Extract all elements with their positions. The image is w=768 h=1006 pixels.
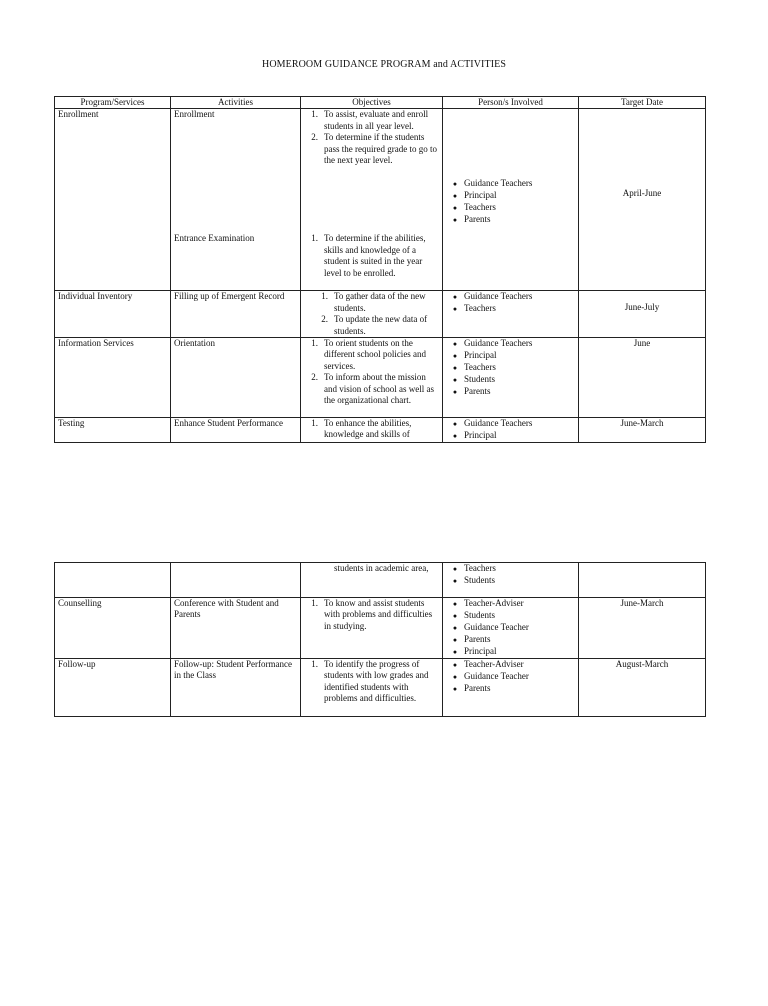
person-label: Parents — [464, 214, 491, 225]
person-item — [446, 386, 575, 398]
person-label: Parents — [464, 634, 491, 644]
persons-cell — [443, 418, 579, 443]
list-item: 1. To orient students on the different school policies and services. — [304, 338, 439, 372]
bullet-icon: ● — [452, 648, 458, 656]
activity-cell — [171, 563, 301, 598]
target-date-cell — [579, 598, 706, 659]
list-item: 1. To know and assist students with problems and difficulties in studying. — [304, 598, 439, 632]
target-date: June-March — [620, 598, 664, 608]
person-label: Teacher-Adviser — [464, 659, 524, 669]
target-date-cell — [579, 109, 706, 291]
list-item: 1. To enhance the abilities, knowledge and skills of — [304, 418, 439, 441]
objectives-list — [304, 659, 439, 705]
document-title: HOMEROOM GUIDANCE PROGRAM and ACTIVITIES — [262, 59, 506, 70]
bullet-icon: ● — [452, 612, 458, 620]
persons-list — [446, 659, 575, 695]
person-item — [446, 178, 575, 190]
list-number: 1. — [321, 291, 328, 302]
header-persons: Person/s Involved — [443, 97, 579, 109]
person-label: Parents — [464, 386, 491, 397]
person-item — [446, 683, 575, 695]
header-activities: Activities — [171, 97, 301, 109]
person-label: Guidance Teacher — [464, 671, 529, 681]
table-row — [55, 291, 706, 338]
person-label: Guidance Teachers — [464, 338, 533, 349]
list-item: 2. To update the new data of students. — [304, 314, 439, 337]
header-objectives: Objectives — [301, 97, 443, 109]
objectives-cell — [301, 418, 443, 443]
bullet-icon: ● — [452, 340, 458, 349]
target-date-cell — [579, 338, 706, 418]
list-number: 1. — [311, 233, 318, 244]
target-date: June — [633, 338, 651, 349]
bullet-icon: ● — [452, 180, 458, 189]
list-number: 2. — [311, 372, 318, 383]
header-program: Program/Services — [55, 97, 171, 109]
target-date-cell — [579, 659, 706, 717]
header-row — [55, 97, 706, 109]
person-label: Guidance Teacher — [464, 622, 529, 632]
table-row — [55, 338, 706, 418]
person-label: Teachers — [464, 362, 496, 373]
person-label: Principal — [464, 350, 497, 361]
target-date: June-March — [620, 418, 664, 429]
persons-cell — [443, 659, 579, 717]
list-number: 1. — [311, 598, 318, 608]
objectives-list — [304, 598, 439, 632]
table-row — [55, 109, 706, 291]
bullet-icon: ● — [452, 624, 458, 632]
bullet-icon: ● — [452, 600, 458, 608]
list-item: 1. To gather data of the new students. — [304, 291, 439, 314]
person-item — [446, 374, 575, 386]
person-label: Principal — [464, 430, 497, 441]
target-date-cell — [579, 418, 706, 443]
bullet-icon: ● — [452, 420, 458, 429]
person-item — [446, 291, 575, 303]
person-label: Guidance Teachers — [464, 291, 533, 302]
person-label: Principal — [464, 190, 497, 201]
table-row — [55, 418, 706, 443]
table-row — [55, 659, 706, 717]
bullet-icon: ● — [452, 352, 458, 361]
person-item — [446, 598, 575, 610]
program-cell: Testing — [55, 418, 171, 443]
header-target-date: Target Date — [579, 97, 706, 109]
person-item — [446, 610, 575, 622]
program-cell: Information Services — [55, 338, 171, 418]
person-label: Students — [464, 374, 496, 385]
list-item: 1. To identify the progress of students with low grades and identified students with problems and difficulties. — [304, 659, 439, 705]
person-item — [446, 622, 575, 634]
bullet-icon: ● — [452, 216, 458, 225]
persons-cell — [443, 291, 579, 338]
objective-continuation: students in academic area, — [334, 563, 429, 573]
objectives-list — [304, 109, 439, 166]
persons-cell — [443, 109, 579, 291]
persons-list — [446, 598, 575, 658]
program-cell — [55, 563, 171, 598]
list-number: 1. — [311, 418, 318, 429]
objectives-cell — [301, 659, 443, 717]
program-cell: Counselling — [55, 598, 171, 659]
persons-list — [446, 338, 575, 398]
person-label: Teachers — [464, 202, 496, 213]
bullet-icon: ● — [452, 376, 458, 385]
list-item: 2. To inform about the mission and vision of school as well as the organizational chart. — [304, 372, 439, 406]
bullet-icon: ● — [452, 673, 458, 681]
person-item — [446, 338, 575, 350]
activity-cell — [171, 109, 301, 291]
person-item — [446, 214, 575, 226]
persons-cell — [443, 563, 579, 598]
target-date-cell — [579, 563, 706, 598]
activity-cell: Follow-up: Student Performance in the Class — [171, 659, 301, 717]
person-label: Students — [464, 575, 496, 585]
person-item — [446, 563, 575, 575]
bullet-icon: ● — [452, 192, 458, 201]
target-date: June-July — [624, 302, 660, 313]
objectives-list — [304, 338, 439, 406]
program-cell: Individual Inventory — [55, 291, 171, 338]
list-item: 1. To assist, evaluate and enroll students in all year level. — [304, 109, 439, 132]
person-label: Teachers — [464, 563, 496, 573]
target-date: August-March — [615, 659, 669, 669]
activity-text: Entrance Examination — [174, 233, 255, 244]
bullet-icon: ● — [452, 364, 458, 373]
list-number: 1. — [311, 659, 318, 669]
list-number: 2. — [321, 314, 328, 325]
list-item: 2. To determine if the students pass the required grade to go to the next year level. — [304, 132, 439, 166]
bullet-icon: ● — [452, 636, 458, 644]
persons-list — [446, 291, 575, 315]
persons-list — [446, 178, 575, 226]
person-item — [446, 634, 575, 646]
person-item — [446, 418, 575, 430]
objectives-cell — [301, 598, 443, 659]
objectives-cell — [301, 563, 443, 598]
person-item — [446, 430, 575, 442]
bullet-icon: ● — [452, 293, 458, 302]
person-item — [446, 190, 575, 202]
person-item — [446, 671, 575, 683]
objectives-list — [304, 233, 439, 279]
person-item — [446, 303, 575, 315]
table-row — [55, 598, 706, 659]
bullet-icon: ● — [452, 388, 458, 397]
guidance-table-part-1 — [54, 96, 706, 443]
target-date: April-June — [622, 188, 662, 199]
activity-text: Enrollment — [174, 109, 215, 120]
persons-cell — [443, 338, 579, 418]
person-item — [446, 646, 575, 658]
objectives-cell — [301, 109, 443, 291]
table-row — [55, 563, 706, 598]
person-label: Guidance Teachers — [464, 418, 533, 429]
objectives-list — [304, 291, 439, 337]
persons-cell — [443, 598, 579, 659]
guidance-table-part-2 — [54, 562, 706, 717]
program-cell: Follow-up — [55, 659, 171, 717]
activity-cell: Orientation — [171, 338, 301, 418]
person-label: Guidance Teachers — [464, 178, 533, 189]
list-number: 1. — [311, 109, 318, 120]
person-label: Students — [464, 610, 496, 620]
person-item — [446, 575, 575, 587]
person-label: Principal — [464, 646, 497, 656]
activity-cell: Filling up of Emergent Record — [171, 291, 301, 338]
persons-list — [446, 418, 575, 442]
person-item — [446, 659, 575, 671]
objectives-list — [304, 418, 439, 441]
person-label: Teachers — [464, 303, 496, 314]
program-cell: Enrollment — [55, 109, 171, 291]
bullet-icon: ● — [452, 685, 458, 693]
persons-list — [446, 563, 575, 587]
bullet-icon: ● — [452, 577, 458, 585]
bullet-icon: ● — [452, 565, 458, 573]
objectives-cell — [301, 291, 443, 338]
person-item — [446, 362, 575, 374]
bullet-icon: ● — [452, 661, 458, 669]
person-label: Parents — [464, 683, 491, 693]
activity-cell: Enhance Student Performance — [171, 418, 301, 443]
person-item — [446, 202, 575, 214]
target-date-cell — [579, 291, 706, 338]
list-number: 1. — [311, 338, 318, 349]
list-item: 1. To determine if the abilities, skills and knowledge of a student is suited in the year level to be enrolled. — [304, 233, 439, 279]
bullet-icon: ● — [452, 305, 458, 314]
activity-cell: Conference with Student and Parents — [171, 598, 301, 659]
bullet-icon: ● — [452, 432, 458, 441]
list-number: 2. — [311, 132, 318, 143]
person-label: Teacher-Adviser — [464, 598, 524, 608]
bullet-icon: ● — [452, 204, 458, 213]
objectives-cell — [301, 338, 443, 418]
person-item — [446, 350, 575, 362]
